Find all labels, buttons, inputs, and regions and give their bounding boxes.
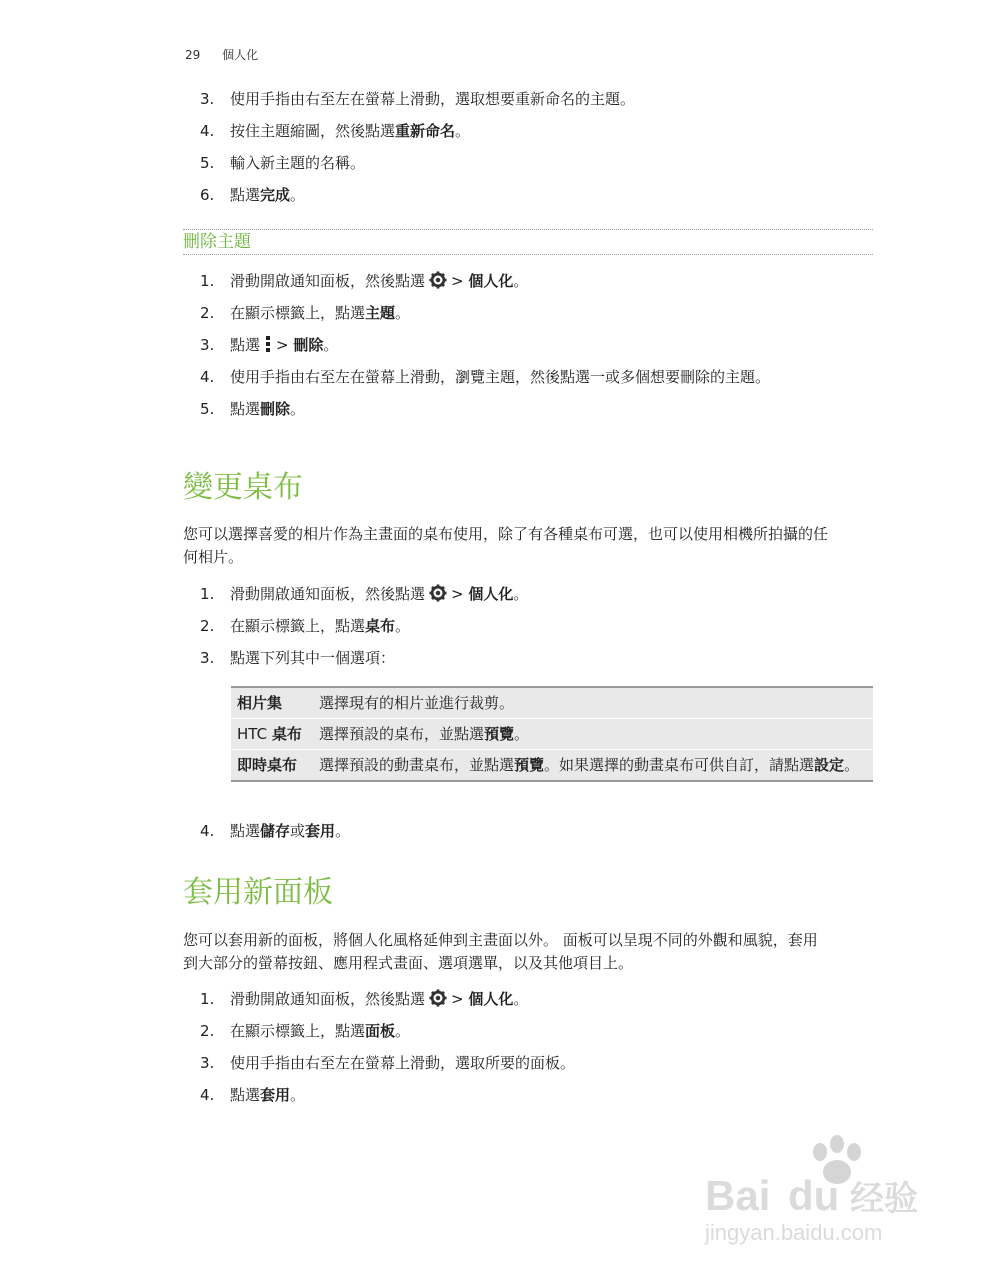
step-number: 1.: [200, 585, 215, 603]
skin-intro: 您可以套用新的面板，將個人化風格延伸到主畫面以外。 面板可以呈現不同的外觀和風貌，套用 到大部分的螢幕按鈕、應用程式畫面、選項選單，以及其他項目上。: [183, 931, 818, 972]
wallpaper-options-table: [231, 686, 873, 782]
step-number: 2.: [200, 304, 215, 322]
step-text: 滑動開啟通知面板，然後點選 > 個人化。: [230, 272, 529, 290]
option-key: HTC 桌布: [231, 719, 313, 750]
step-text: 點選 > 刪除。: [230, 336, 339, 354]
step-number: 4.: [200, 122, 215, 140]
step-text: 滑動開啟通知面板，然後點選 > 個人化。: [230, 990, 529, 1008]
step-number: 6.: [200, 186, 215, 204]
step-number: 1.: [200, 272, 215, 290]
option-desc: 選擇預設的動畫桌布，並點選預覽。如果選擇的動畫桌布可供自訂，請點選設定。: [313, 750, 873, 782]
gear-icon: [429, 989, 447, 1007]
step-number: 2.: [200, 1022, 215, 1040]
step-number: 3.: [200, 90, 215, 108]
step-text: 在顯示標籤上，點選主題。: [230, 304, 411, 322]
step-number: 4.: [200, 822, 215, 840]
step-text: 使用手指由右至左在螢幕上滑動，選取所要的面板。: [230, 1054, 576, 1072]
step-number: 4.: [200, 368, 215, 386]
delete-theme-heading: [183, 229, 873, 255]
step-number: 3.: [200, 1054, 215, 1072]
option-desc: 選擇現有的相片並進行裁剪。: [313, 687, 873, 719]
step-text: 點選儲存或套用。: [230, 822, 351, 840]
table-row: [231, 750, 873, 782]
svg-text:jingyan.baidu.com: jingyan.baidu.com: [705, 1220, 883, 1245]
section-title-skin: 套用新面板: [183, 875, 333, 910]
svg-text:du: du: [788, 1172, 840, 1219]
table-row: [231, 687, 873, 719]
wallpaper-intro: 您可以選擇喜愛的相片作為主畫面的桌布使用，除了有各種桌布可選，也可以使用相機所拍攝的任 何相片。: [183, 525, 829, 566]
step-text: 按住主題縮圖，然後點選重新命名。: [230, 122, 471, 140]
step-text: 在顯示標籤上，點選桌布。: [230, 617, 411, 635]
step-number: 3.: [200, 649, 215, 667]
svg-text:Bai: Bai: [705, 1172, 771, 1219]
step-text: 點選刪除。: [230, 400, 306, 418]
step-text: 點選完成。: [230, 186, 306, 204]
step-text: 輸入新主題的名稱。: [230, 154, 366, 172]
table-row: [231, 719, 873, 750]
step-text: 滑動開啟通知面板，然後點選 > 個人化。: [230, 585, 529, 603]
page-number: 29: [185, 48, 201, 62]
step-number: 3.: [200, 336, 215, 354]
option-key: 相片集: [231, 687, 313, 719]
chapter-title: 個人化: [222, 48, 259, 62]
step-text: 使用手指由右至左在螢幕上滑動，瀏覽主題，然後點選一或多個想要刪除的主題。: [230, 368, 771, 386]
baidu-watermark: [700, 1130, 940, 1250]
subsection-title: 刪除主題: [183, 232, 251, 252]
step-text: 點選套用。: [230, 1086, 306, 1104]
step-text: 使用手指由右至左在螢幕上滑動，選取想要重新命名的主題。: [230, 90, 636, 108]
step-text: 在顯示標籤上，點選面板。: [230, 1022, 411, 1040]
step-number: 1.: [200, 990, 215, 1008]
step-number: 5.: [200, 400, 215, 418]
option-desc: 選擇預設的桌布，並點選預覽。: [313, 719, 873, 750]
svg-text:经验: 经验: [850, 1179, 918, 1219]
step-number: 2.: [200, 617, 215, 635]
step-text: 點選下列其中一個選項：: [230, 649, 396, 667]
page-header: [185, 46, 258, 63]
gear-icon: [429, 271, 447, 289]
menu-more-icon: [264, 335, 272, 353]
gear-icon: [429, 584, 447, 602]
step-number: 4.: [200, 1086, 215, 1104]
step-number: 5.: [200, 154, 215, 172]
option-key: 即時桌布: [231, 750, 313, 782]
section-title-wallpaper: 變更桌布: [183, 470, 303, 505]
